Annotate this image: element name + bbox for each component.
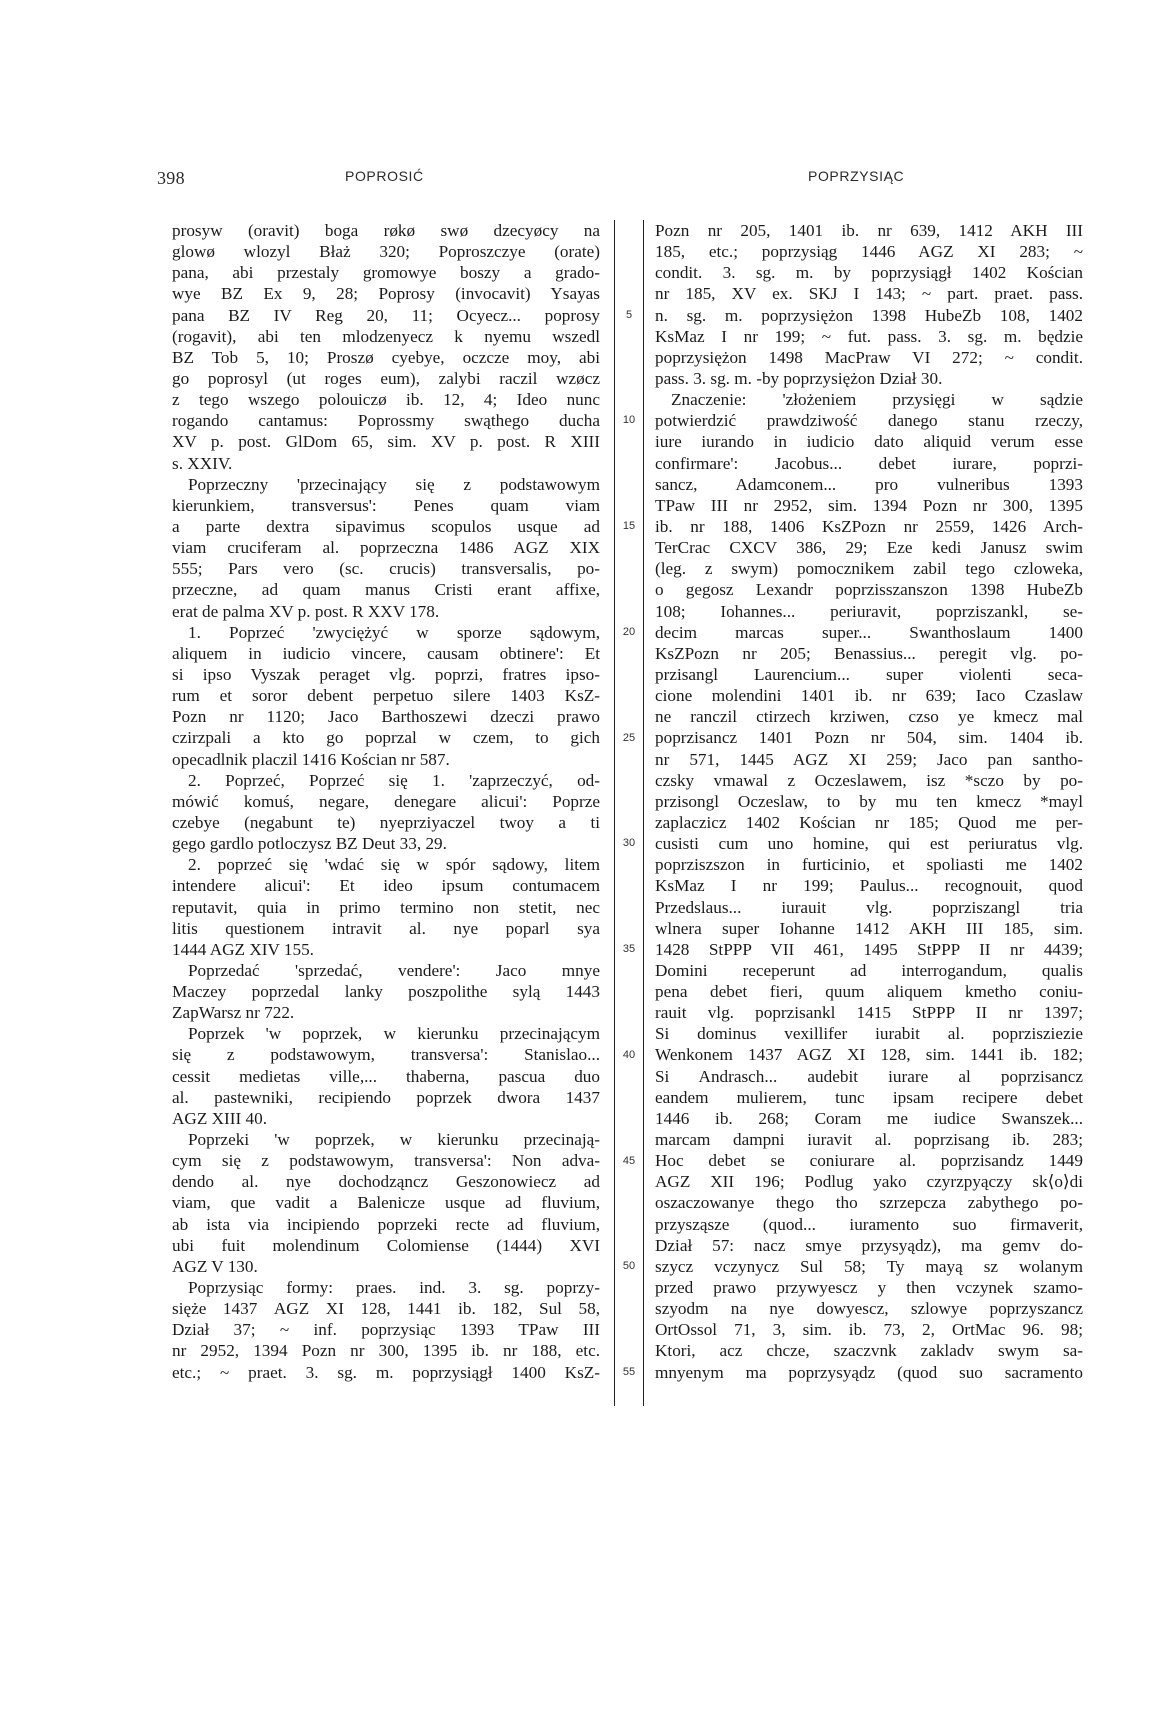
text-line: opecadlnik placzil 1416 Kościan nr 587. [172, 749, 450, 769]
text-line: Pozn nr 205, 1401 ib. nr 639, 1412 AKH III [655, 221, 1083, 240]
text-line: prosyw (oravit) boga røkø swø dzecyøcy na [172, 221, 600, 240]
text-line: 1444 AGZ XIV 155. [172, 939, 314, 959]
text-line: eandem mulierem, tunc ipsam recipere debet [655, 1087, 1083, 1107]
text-line: poprzisancz 1401 Pozn nr 504, sim. 1404 ib. [655, 728, 1083, 748]
text-line: Poprzedać 'sprzedać, vendere': Jaco mnye [188, 960, 600, 980]
text-line: wlnera super Iohanne 1412 AKH III 185, sim. [655, 918, 1083, 938]
text-line: rogando cantamus: Poprossmy swąthego ducha [172, 411, 600, 431]
text-line: Pozn nr 1120; Jaco Barthoszewi dzeczi prawo [172, 707, 600, 727]
left-running-head: POPROSIĆ [345, 168, 424, 184]
text-line: dendo al. nye dochodząncz Geszonowiecz ad [172, 1172, 600, 1192]
text-line: intendere alicui': Et ideo ipsum contumacem [172, 876, 600, 896]
text-line: aliquem in iudicio vincere, causam obtinere': Et [172, 643, 600, 663]
text-line: cym się z podstawowym, transversa': Non adva- [172, 1151, 600, 1171]
text-line: czebye (negabunt te) nyeprziyaczel twoy a ti [172, 812, 600, 832]
text-line: iure iurando in iudicio dato aliquid verum esse [655, 432, 1083, 452]
text-line: 1. Poprzeć 'zwyciężyć w sporze sądowym, [188, 622, 600, 642]
text-line: (leg. z swym) pomocznikem zabil tego czloweka, [655, 559, 1083, 579]
text-line: AGZ V 130. [172, 1256, 258, 1276]
text-line: KsZPozn nr 205; Benassius... peregit vlg. po- [655, 643, 1083, 663]
text-line: condit. 3. sg. m. by poprzysiągł 1402 Kościan [655, 263, 1083, 283]
text-line: Dział 57: nacz smye przysyądz), ma gemv do- [655, 1235, 1083, 1255]
text-line: ab ista via incipiendo poprzeki recte ad fluvium, [172, 1214, 600, 1234]
text-line: TerCrac CXCV 386, 29; Eze kedi Janusz swim [655, 538, 1083, 558]
text-line: sancz, Adamconem... pro vulneribus 1393 [655, 474, 1083, 494]
text-line: przisangl Laurencium... super violenti seca- [655, 664, 1083, 684]
text-line: Si Andrasch... audebit iurare al poprzisancz [655, 1066, 1083, 1086]
text-line: pena debet fieri, quum aliquem kmetho coniu- [655, 982, 1083, 1002]
column-rule-right [643, 220, 644, 1406]
text-line: potwierdzić prawdziwość danego stanu rzeczy, [655, 411, 1083, 431]
line-number: 35 [622, 943, 636, 956]
text-line: marcam dampni iuravit al. poprzisang ib. 283; [655, 1130, 1083, 1150]
text-line: poprzysiężon 1498 MacPraw VI 272; ~ condit. [655, 347, 1083, 367]
text-line: Ktori, acz chcze, szaczvnk zakladv swym sa- [655, 1341, 1083, 1361]
text-line: TPaw III nr 2952, sim. 1394 Pozn nr 300, 1395 [655, 495, 1083, 515]
text-line: z tego wszego polouiczø ib. 12, 4; Ideo nunc [172, 390, 600, 410]
text-line: rum et soror debent perpetuo silere 1403 KsZ- [172, 686, 600, 706]
left-column [172, 220, 600, 1383]
text-line: Maczey poprzedal lanky poszpolithe sylą 1443 [172, 982, 600, 1002]
text-line: oszaczowanye thego tho szrzepcza zabythego po- [655, 1193, 1083, 1213]
text-line: przed prawo przywyescz y then vczynek szamo- [655, 1278, 1083, 1298]
text-line: KsMaz I nr 199; Paulus... recognouit, quod [655, 876, 1083, 896]
text-line: ne ranczil ctirzech krziwen, czso ye kmecz mal [655, 707, 1083, 727]
text-line: go poprosyl (ut roges eum), zalybi raczil wzøcz [172, 368, 600, 388]
text-line: nr 185, XV ex. SKJ I 143; ~ part. praet. pass. [655, 284, 1083, 304]
text-line: glowø wlozyl Błaż 320; Poproszczye (orate) [172, 242, 600, 262]
text-line: pana BZ IV Reg 20, 11; Ocyecz... poprosy [172, 305, 600, 325]
text-line: siężе 1437 AGZ XI 128, 1441 ib. 182, Sul 58, [172, 1299, 600, 1319]
text-line: cione molendini 1401 ib. nr 639; Iaco Czaslaw [655, 686, 1083, 706]
text-line: al. pastewniki, recipiendo poprzek dwora 1437 [172, 1087, 600, 1107]
text-line: nr 571, 1445 AGZ XI 259; Jaco pan santho- [655, 749, 1083, 769]
line-number: 50 [622, 1260, 636, 1273]
text-line: KsMaz I nr 199; ~ fut. pass. 3. sg. m. będzie [655, 326, 1083, 346]
text-line: Poprzysiąc formy: praes. ind. 3. sg. poprzy- [188, 1278, 600, 1298]
text-line: 1446 ib. 268; Coram me iudice Swanszek... [655, 1108, 1083, 1128]
text-line: Si dominus vexillifer iurabit al. poprzisziezie [655, 1024, 1083, 1044]
line-number: 55 [622, 1366, 636, 1379]
text-line: Wenkonem 1437 AGZ XI 128, sim. 1441 ib. 182; [655, 1045, 1083, 1065]
text-line: erat de palma XV p. post. R XXV 178. [172, 601, 440, 621]
text-line: reputavit, quia in primo termino non stetit, nec [172, 897, 600, 917]
text-line: ib. nr 188, 1406 KsZPozn nr 2559, 1426 Arch- [655, 516, 1083, 536]
text-line: nr 2952, 1394 Pozn nr 300, 1395 ib. nr 188, etc. [172, 1341, 600, 1361]
text-line: mnyenym ma poprzysyądz (quod suo sacramento [655, 1362, 1083, 1382]
text-line: wye BZ Ex 9, 28; Poprosy (invocavit) Ysayas [172, 284, 600, 304]
text-line: s. XXIV. [172, 453, 233, 473]
text-line: 2. poprzeć się 'wdać się w spór sądowy, litem [188, 855, 600, 875]
right-column [655, 220, 1083, 1383]
text-line: poprziszszon in furticinio, et spoliasti me 1402 [655, 855, 1083, 875]
text-line: decim marcas super... Swanthoslaum 1400 [655, 622, 1083, 642]
text-line: 2. Poprzeć, Poprzeć się 1. 'zaprzeczyć, od- [188, 770, 600, 790]
text-line: szyodm na nye dowyescz, szlowye poprzyszancz [655, 1299, 1083, 1319]
text-line: zaplaczicz 1402 Kościan nr 185; Quod me per- [655, 812, 1083, 832]
text-line: Dział 37; ~ inf. poprzysiąc 1393 TPaw III [172, 1320, 600, 1340]
line-number: 25 [622, 731, 636, 744]
text-line: AGZ XIII 40. [172, 1108, 267, 1128]
text-line: ubi fuit molendinum Colomiense (1444) XVI [172, 1235, 600, 1255]
text-line: mówić komuś, negare, denegare alicui': Poprze [172, 791, 600, 811]
line-number: 40 [622, 1048, 636, 1061]
text-line: Przedslaus... iurauit vlg. poprziszangl tria [655, 897, 1083, 917]
right-running-head: POPRZYSIĄC [808, 168, 905, 184]
text-line: szycz vczynycz Sul 58; Ty mayą sz wolanym [655, 1256, 1083, 1276]
text-line: Poprzeki 'w poprzek, w kierunku przecinają- [188, 1130, 600, 1150]
text-line: gego gardlo potloczysz BZ Deut 33, 29. [172, 834, 447, 854]
text-line: OrtOssol 71, 3, sim. ib. 73, 2, OrtMac 96. 98; [655, 1320, 1083, 1340]
text-line: czirzpali a kto go poprzal w czem, to gich [172, 728, 600, 748]
text-line: n. sg. m. poprzysiężon 1398 HubeZb 108, 1402 [655, 305, 1083, 325]
text-line: AGZ XII 196; Podlug yako czyrzpyączy sk⟨o⟩di [655, 1172, 1083, 1192]
line-number: 20 [622, 625, 636, 638]
text-line: (rogavit), abi ten mlodzenyecz k nyemu wszedl [172, 326, 600, 346]
text-line: viam, que vadit a Balenicze usque ad fluvium, [172, 1193, 600, 1213]
text-line: Znaczenie: 'złożeniem przysięgi w sądzie [671, 390, 1083, 410]
text-line: litis questionem intravit al. nye poparl sya [172, 918, 600, 938]
column-rule-left [614, 220, 615, 1406]
text-line: czsky vmawal z Oczeslawem, isz *sczo by po- [655, 770, 1083, 790]
text-line: przeczne, ad quam manus Cristi erant affixe, [172, 580, 600, 600]
text-line: kierunkiem, transversus': Penes quam viam [172, 495, 600, 515]
text-line: przisongl Oczeslaw, to by mu ten kmecz *mayl [655, 791, 1083, 811]
line-number: 15 [622, 520, 636, 533]
text-line: Poprzek 'w poprzek, w kierunku przecinającym [188, 1024, 600, 1044]
text-line: Hoc debet se coniurare al. poprzisandz 1449 [655, 1151, 1083, 1171]
text-line: Poprzeczny 'przecinający się z podstawowym [188, 474, 600, 494]
line-number: 45 [622, 1154, 636, 1167]
text-line: rauit vlg. poprzisankl 1415 StPPP II nr 1397; [655, 1003, 1083, 1023]
text-line: 555; Pars vero (sc. crucis) transversalis, po- [172, 559, 600, 579]
text-line: o gegosz Lexandr poprzisszanszon 1398 HubeZb [655, 580, 1083, 600]
text-line: 108; Iohannes... periuravit, poprziszankl, se- [655, 601, 1083, 621]
text-line: ZapWarsz nr 722. [172, 1003, 295, 1023]
text-line: Domini receperunt ad interrogandum, qualis [655, 960, 1083, 980]
text-line: pass. 3. sg. m. -by poprzysiężon Dział 30. [655, 368, 943, 388]
text-line: a parte dextra sipavimus scopulos usque ad [172, 516, 600, 536]
text-line: confirmare': Jacobus... debet iurare, poprzi- [655, 453, 1083, 473]
page-number: 398 [157, 168, 185, 188]
line-number: 5 [625, 308, 633, 321]
text-line: pana, abi przestaly gromowye boszy a grado- [172, 263, 600, 283]
text-line: XV p. post. GlDom 65, sim. XV p. post. R XIII [172, 432, 600, 452]
line-number: 10 [622, 414, 636, 427]
text-line: 185, etc.; poprzysiąg 1446 AGZ XI 283; ~ [655, 242, 1083, 262]
text-line: cessit medietas ville,... thaberna, pascua duo [172, 1066, 600, 1086]
text-line: viam cruciferam al. poprzeczna 1486 AGZ XIX [172, 538, 600, 558]
text-line: cusisti cum uno homine, qui est periuratus vlg. [655, 834, 1083, 854]
text-line: BZ Tob 5, 10; Proszø cyebye, oczcze moy, abi [172, 347, 600, 367]
text-line: się z podstawowym, transversa': Stanislao... [172, 1045, 600, 1065]
line-number: 30 [622, 837, 636, 850]
text-line: 1428 StPPP VII 461, 1495 StPPP II nr 4439; [655, 939, 1083, 959]
text-line: si ipso Vyszak peraget vlg. poprzi, fratres ipso- [172, 664, 600, 684]
text-line: przysząsze (quod... iuramento suo firmaverit, [655, 1214, 1083, 1234]
text-line: etc.; ~ praet. 3. sg. m. poprzysiągł 1400 KsZ- [172, 1362, 600, 1382]
